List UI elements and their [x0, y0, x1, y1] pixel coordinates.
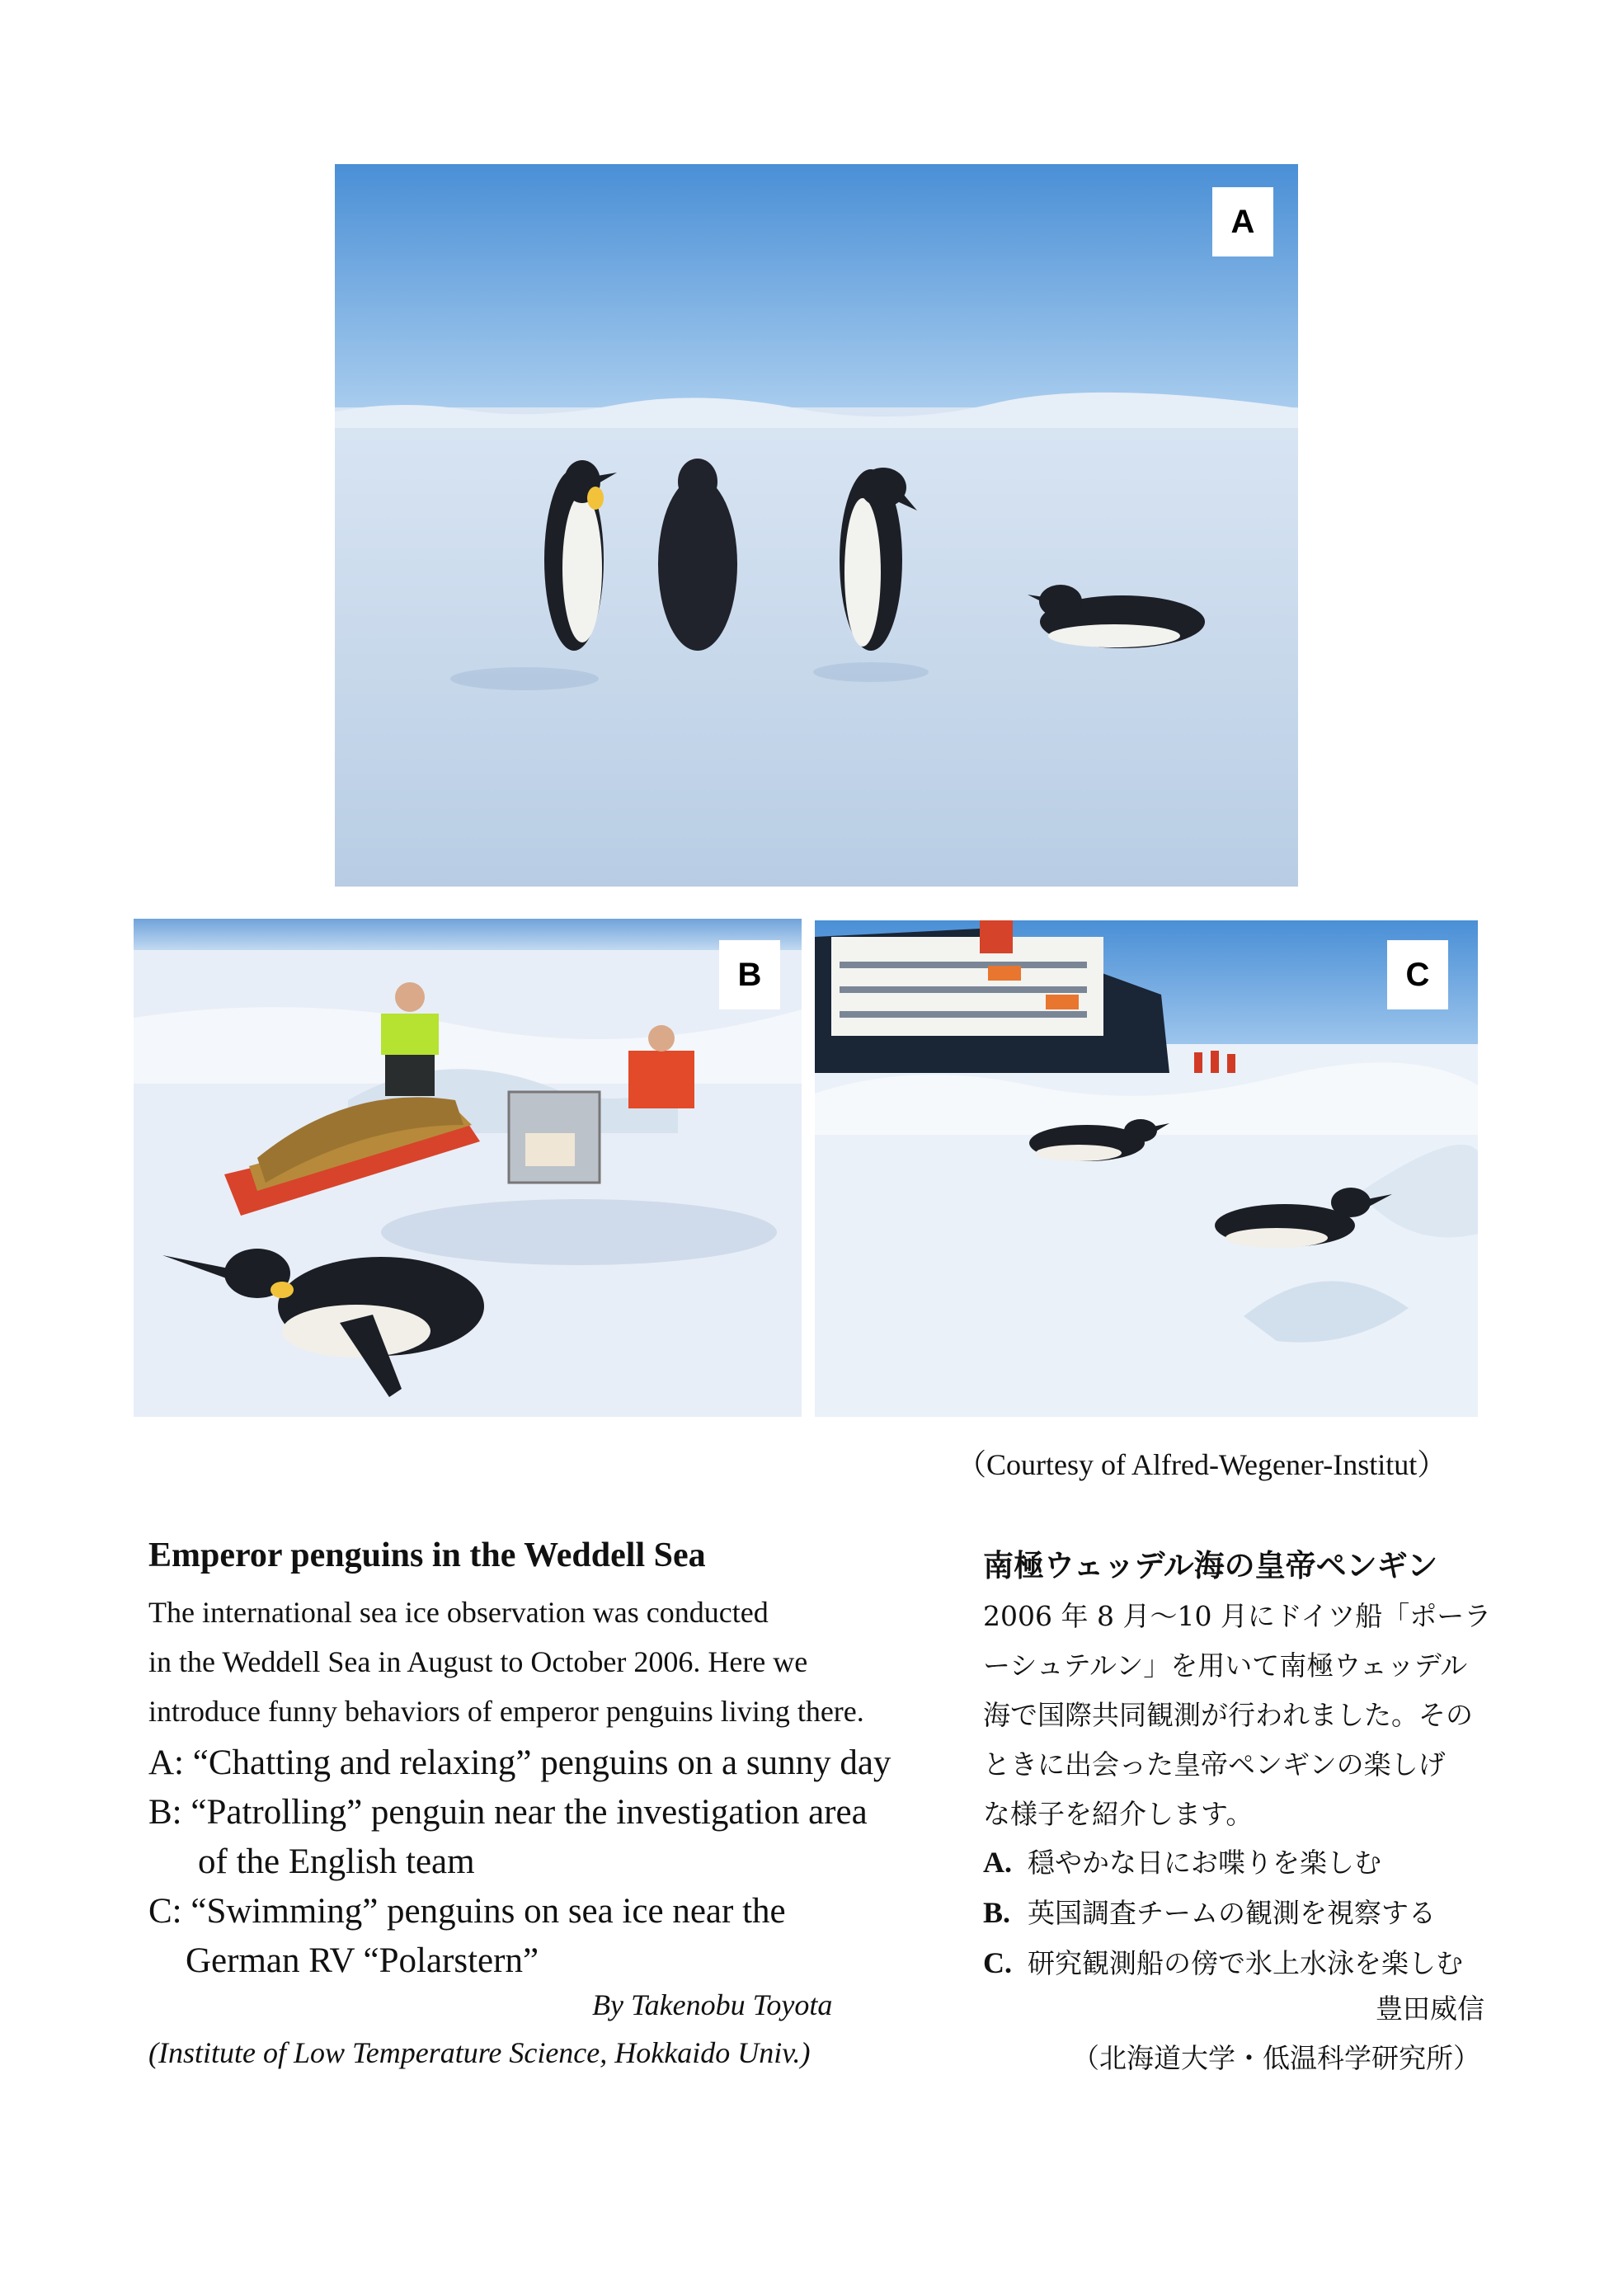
caption-c: C: “Swimming” penguins on sea ice near the: [148, 1892, 786, 1931]
japanese-caption-b: [983, 1888, 1463, 1938]
japanese-paragraph-line: ーシュテルン」を用いて南極ウェッデル: [983, 1649, 1468, 1682]
caption-c-continued: German RV “Polarstern”: [186, 1941, 539, 1980]
photo-c-image: [815, 920, 1478, 1417]
caption-b: B: “Patrolling” penguin near the investigation area: [148, 1793, 868, 1832]
japanese-paragraph: [983, 1592, 1511, 1839]
japanese-title: 南極ウェッデル海の皇帝ペンギン: [983, 1548, 1438, 1583]
japanese-caption-list: [983, 1837, 1463, 1988]
english-paragraph-line: introduce funny behaviors of emperor penguins living there.: [148, 1695, 864, 1728]
caption-text: 穏やかな日にお喋りを楽しむ: [1028, 1847, 1381, 1879]
japanese-paragraph-line: 海で国際共同観測が行われました。その: [983, 1699, 1473, 1731]
japanese-paragraph-line: 2006 年 8 月～10 月にドイツ船「ポーラ: [983, 1600, 1492, 1632]
photo-c: [815, 920, 1478, 1417]
caption-key: B.: [983, 1896, 1011, 1929]
english-author: By Takenobu Toyota: [592, 1988, 833, 2021]
photo-b: [134, 919, 802, 1417]
caption-text: 英国調査チームの観測を視察する: [1028, 1897, 1436, 1929]
japanese-author: 豊田威信: [1376, 1993, 1484, 2025]
caption-text: 研究観測船の傍で氷上水泳を楽しむ: [1028, 1947, 1463, 1979]
english-institution: (Institute of Low Temperature Science, Hokkaido Univ.): [148, 2036, 811, 2069]
photo-b-image: [134, 919, 802, 1417]
photo-a: [335, 164, 1298, 887]
japanese-institution: （北海道大学・低温科学研究所）: [1072, 2042, 1480, 2074]
english-paragraph-line: in the Weddell Sea in August to October 2006. Here we: [148, 1645, 808, 1678]
caption-key: A.: [983, 1846, 1012, 1879]
photo-a-label: A: [1212, 187, 1273, 256]
english-paragraph-line: The international sea ice observation was conducted: [148, 1596, 769, 1629]
caption-b-continued: of the English team: [198, 1842, 475, 1881]
caption-a: A: “Chatting and relaxing” penguins on a sunny day: [148, 1743, 891, 1782]
photo-c-label: C: [1387, 940, 1448, 1009]
photo-b-label: B: [719, 940, 780, 1009]
english-paragraph: [148, 1588, 957, 1736]
japanese-caption-c: [983, 1938, 1463, 1988]
japanese-caption-a: [983, 1837, 1463, 1888]
japanese-paragraph-line: な様子を紹介します。: [983, 1798, 1254, 1830]
caption-key: C.: [983, 1946, 1012, 1979]
english-caption-list: [148, 1738, 981, 1986]
photo-credit: （Courtesy of Alfred-Wegener-Institut）: [957, 1448, 1447, 1481]
japanese-paragraph-line: ときに出会った皇帝ペンギンの楽しげ: [983, 1748, 1446, 1781]
english-title: Emperor penguins in the Weddell Sea: [148, 1536, 706, 1574]
photo-a-image: [335, 164, 1298, 887]
